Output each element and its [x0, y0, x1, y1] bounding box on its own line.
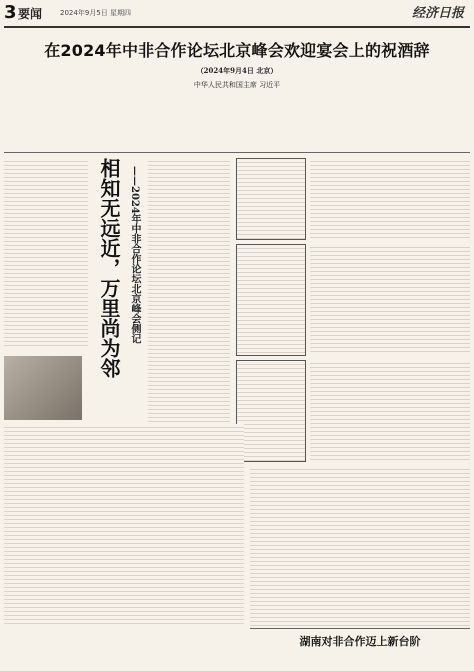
article-headline: 在2024年中非合作论坛北京峰会欢迎宴会上的祝酒辞 — [44, 41, 430, 60]
article-body-column — [250, 466, 470, 626]
masthead — [0, 0, 474, 34]
article-body-column — [4, 158, 88, 348]
page-number: 3 — [4, 2, 17, 23]
issue-date: 2024年9月5日 星期四 — [60, 9, 131, 17]
section-label: 要闻 — [18, 7, 43, 21]
speech-column — [182, 90, 272, 150]
masthead-rule — [4, 26, 470, 28]
newspaper-logo: 经济日报 — [411, 6, 464, 21]
speech-text-block — [4, 90, 470, 150]
article-body-column — [310, 244, 470, 354]
sidebar-box — [236, 244, 306, 356]
article-body-column — [310, 158, 470, 238]
article-body-column — [4, 424, 244, 624]
feature-subtitle: ——2024年中非合作论坛北京峰会侧记 — [129, 166, 140, 344]
speech-column — [98, 90, 176, 150]
sidebar-box — [236, 158, 306, 240]
speech-column — [278, 90, 372, 150]
section-divider — [250, 628, 470, 629]
feature-title: 相知无远近，万里尚为邻 — [97, 158, 121, 378]
article-body-column — [148, 158, 230, 458]
bottom-article-title: 湖南对非合作迈上新台阶 — [299, 635, 421, 648]
article-byline: 中华人民共和国主席 习近平 — [193, 81, 281, 89]
article-body-column — [310, 360, 470, 460]
photo — [4, 356, 82, 420]
speech-column — [376, 90, 470, 150]
sidebar-box — [236, 360, 306, 462]
article-dateline: （2024年9月4日 北京） — [196, 66, 278, 75]
section-divider — [4, 152, 470, 153]
speech-column — [4, 90, 90, 150]
